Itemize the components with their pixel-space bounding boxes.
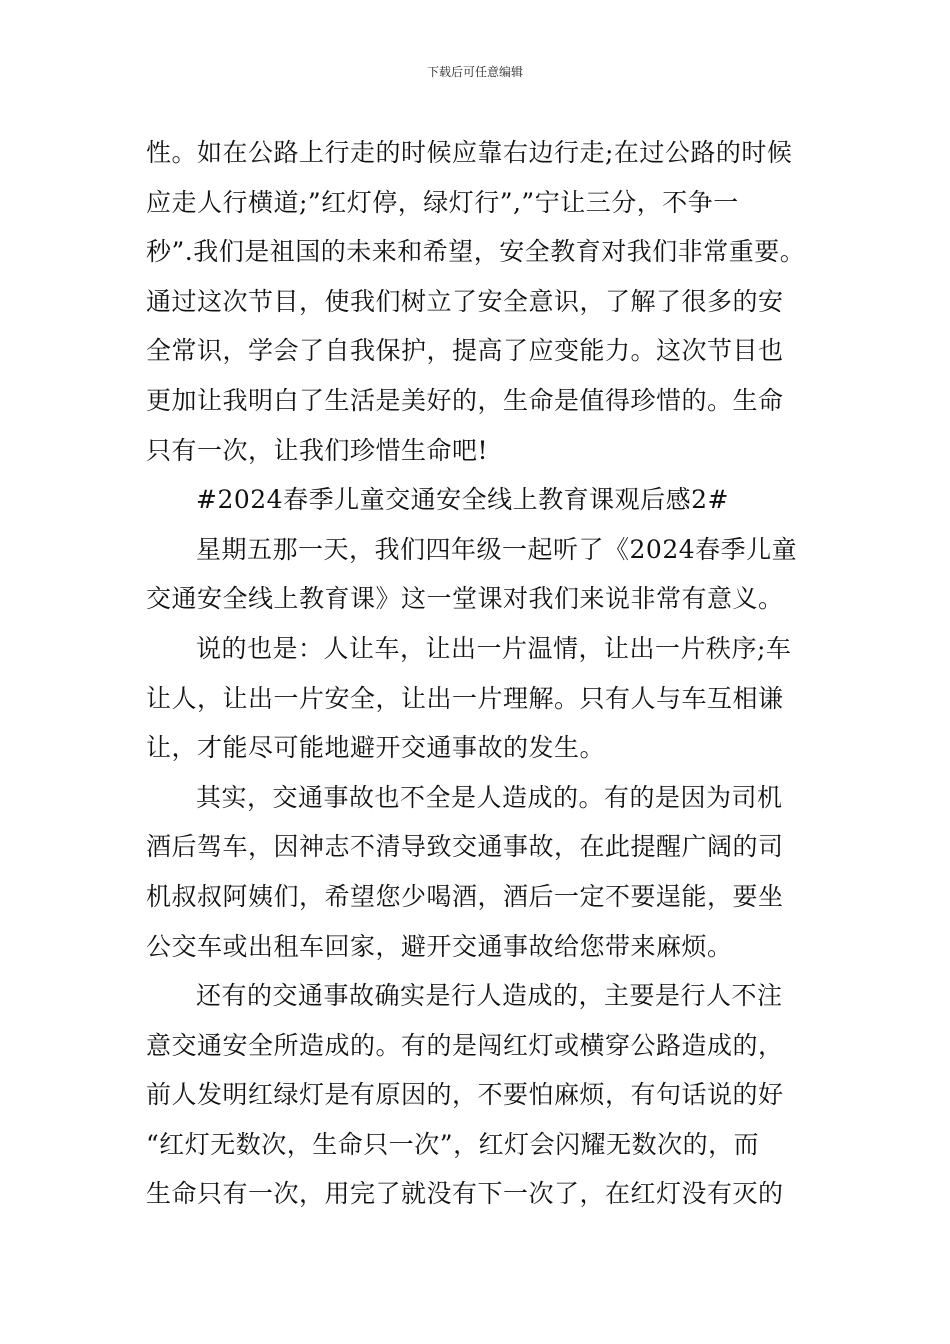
text-line: 交通安全线上教育课》这一堂课对我们来说非常有意义。 bbox=[146, 584, 784, 614]
text-line: 秒”.我们是祖国的未来和希望，安全教育对我们非常重要。 bbox=[146, 237, 806, 267]
text-line: 让人，让出一片安全，让出一片理解。只有人与车互相谦 bbox=[146, 683, 784, 713]
text-line: 其实，交通事故也不全是人造成的。有的是因为司机 bbox=[196, 782, 783, 812]
text-line: 更加让我明白了生活是美好的，生命是值得珍惜的。生命 bbox=[146, 385, 784, 415]
text-line: “红灯无数次，生命只一次”，红灯会闪耀无数次的，而 bbox=[146, 1129, 760, 1159]
text-line: 生命只有一次，用完了就没有下一次了，在红灯没有灭的 bbox=[146, 1179, 784, 1209]
text-line: 说的也是：人让车，让出一片温情，让出一片秩序;车 bbox=[196, 633, 792, 663]
text-line: 让，才能尽可能地避开交通事故的发生。 bbox=[146, 733, 606, 763]
text-line: 通过这次节目，使我们树立了安全意识，了解了很多的安 bbox=[146, 286, 784, 316]
text-line: 只有一次，让我们珍惜生命吧! bbox=[146, 435, 489, 465]
text-line: 机叔叔阿姨们，希望您少喝酒，酒后一定不要逞能，要坐 bbox=[146, 881, 784, 911]
text-line: 应走人行横道;”红灯停，绿灯行”,”宁让三分，不争一 bbox=[146, 187, 739, 217]
text-line: 星期五那一天，我们四年级一起听了《2024春季儿童 bbox=[196, 534, 798, 564]
text-line: 公交车或出租车回家，避开交通事故给您带来麻烦。 bbox=[146, 931, 733, 961]
text-line: 还有的交通事故确实是行人造成的，主要是行人不注 bbox=[196, 981, 783, 1011]
page-header: 下载后可任意编辑 bbox=[426, 65, 523, 79]
section-heading: #2024春季儿童交通安全线上教育课观后感2# bbox=[196, 485, 729, 515]
text-line: 性。如在公路上行走的时候应靠右边行走;在过公路的时候 bbox=[146, 138, 793, 167]
text-line: 意交通安全所造成的。有的是闯红灯或横穿公路造成的， bbox=[146, 1030, 784, 1060]
document-body bbox=[146, 128, 836, 1219]
text-line: 全常识，学会了自我保护，提高了应变能力。这次节目也 bbox=[146, 336, 784, 366]
text-line: 酒后驾车，因神志不清导致交通事故，在此提醒广阔的司 bbox=[146, 832, 784, 862]
text-line: 前人发明红绿灯是有原因的，不要怕麻烦，有句话说的好 bbox=[146, 1080, 784, 1110]
